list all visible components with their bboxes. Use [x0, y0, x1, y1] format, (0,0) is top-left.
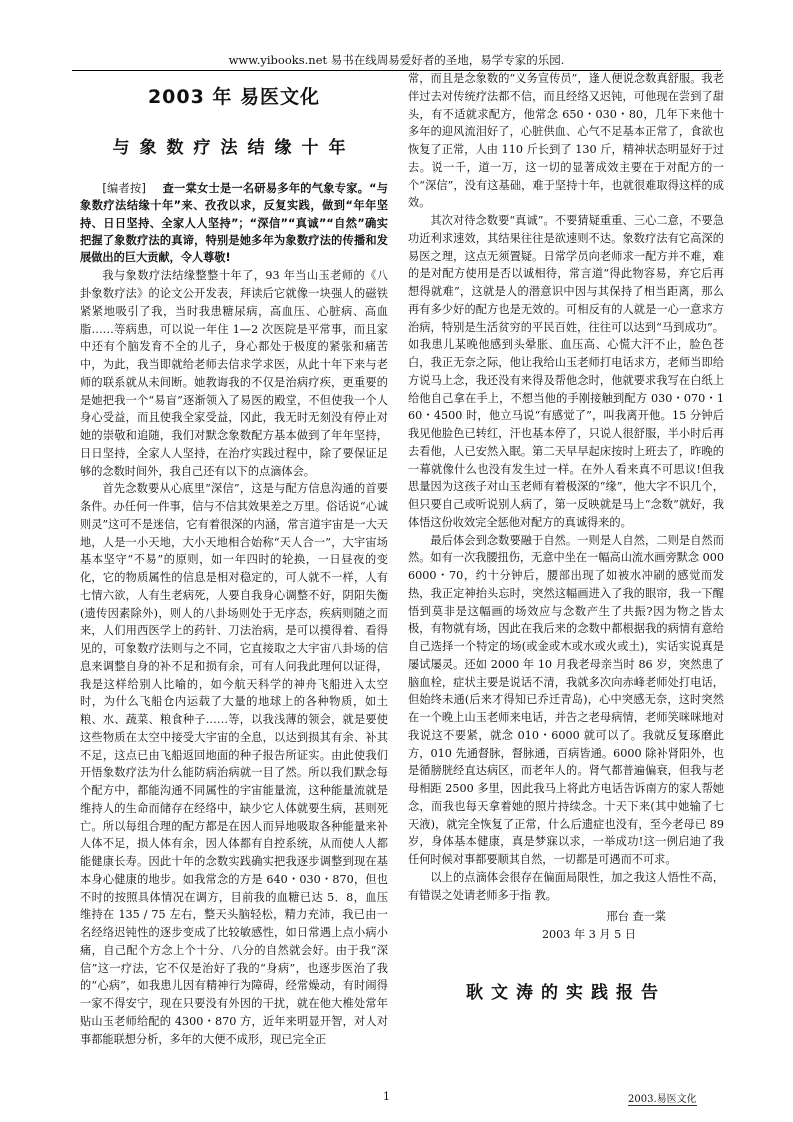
next-article-title: 耿文涛的实践报告: [466, 983, 666, 1004]
right-paragraph: 其次对待念数要“真诚”。不要猜疑重重、三心二意，不要急功近利求速效，其结果往往是欲速则不达。象数疗法有它高深的易医之理，这点无须置疑。日常学员向老师求一配方并不难，难的是对配方使用是否以诚相待，常言道“得此物容易，弃它后再想得就难”，这就是人的潜意识中因与其保持了相当距离，那么再有多少好的配方也是无效的。可相反有的人就是一心一意求方治病，特别是生活贫穷的平民百姓，往往可以达到“马到成功”。如我患儿某晚他感到头晕胀、血压高、心慌大汗不止，脸色苍白，我正无奈之际，他让我给山玉老师打电话求方，老师当即给方说马上念，我还没有来得及帮他念时，他就要求我写在白纸上给他自己拿在手上，不想当他的手刚接触到配方 030・070・160・4500 时，他立马说“有感觉了”，叫我离开他。15 分钟后我见他脸色已转红，汗也基本停了，只说人很舒服，半小时后再去看他，人已安然入眠。第二天早早起床按时上班去了，昨晚的一幕就像什么也没有发生过一样。在外人看来真不可思议!但我思量因为这孩子对山玉老师有着极深的“缘”，他大字不识几个，但只要自己或听说别人病了，第一反映就是马上“念数”就好，我体悟这份收效完全惩他对配方的真诚得来的。: [408, 214, 724, 529]
left-paragraph: 我与象数疗法结缘整整十年了，93 年当山玉老师的《八卦象数疗法》的论文公开发表，拜读后它就像一块强人的磁铁紧紧地吸引了我，当时我患糖尿病，高血压、心脏病、高血脂……等病患，可以说一年住 1—2 次医院是平常事，而且家中还有个脑发育不全的儿子，身心都处于极度的紧张和痛苦中，为此，我当即就给老师去信求学求医，从此十年下来与老师的联系就从未间断。她教诲我的不仅是治病疗疾，更重要的是她把我一个“易盲”逐渐领入了易医的殿堂，不但使我一个人身心受益，而且使我全家受益，冈此，我无时无刻没有停止对她的崇敬和追随，我们对默念象数配方基本做到了年年坚持，日日坚持，全家人人坚持，在治疗实践过程中，除了要保证足够的念数时间外，我自己还有以下的点滴体会。: [80, 269, 388, 478]
editor-note-text: 查一棠女士是一名研易多年的气象专家。“与象数疗法结缘十年”来、孜孜以求，反复实践，做到“年年坚持、日日坚持、全家人人坚持”；“深信”“真诚”“自然”确实把握了象数疗法的真谛，特别是她多年为象数疗法的传播和发展做出的巨大贡献，令人尊敬!: [80, 182, 388, 265]
right-paragraph: 常，而且是念象数的“义务宣传员”，逢人便说念数真舒服。我老伴过去对传统疗法都不信，而且经络又迟钝，可他现在尝到了甜头，有不适就求配方，他常念 650・030・80，几年下来他十多年的迎风流泪好了，心脏供血、心气不足基本正常了，食欲也恢复了正常，人由 110 斤长到了 130 斤，精神状态明显好于过去。说一千，道一万，这一切的显著成效主要在于对配方的一个“深信”，没有这基础，难于坚持十年，也就很难取得这样的成效。: [408, 72, 724, 210]
left-paragraph: 首先念数要从心底里“深信”，这是与配方信息沟通的首要条件。办任何一件事，信与不信其效果差之万里。俗话说“心诚则灵”这可不是迷信，它有着很深的内涵，常言道宇宙是一大天地，人是一小天地，大小天地相合始称“天人合一”，大宇宙场基本坚守“不易”的原则，如一年四时的轮换，一日昼夜的变化，它的物质属性的信息是相对稳定的，可人就不一样，人有七情六欲，人有生老病死，人要自我身心调整不好，阴阳失衡(遗传因素除外)，则人的八卦场则处于无序态，疾病则随之而来，人们用西医学上的药针、刀法治病，是可以摸得着、看得见的，可象数疗法则与之不同，它直接取之大宇宙八卦场的信息来调整自身的补不足和损有余，可有人问我此理何以证得，我是这样给别人比喻的，如今航天科学的神舟飞船进入太空时，为什么飞船仓内运载了大量的地球上的各种物质，如土粮、水、蔬菜、粮食种子……等，以我浅薄的领会，就是要使这些物质在太空中接受大宇宙的全息，以达到损其有余、补其不足，这点已由飞船返回地面的种子报告所证实。由此使我们开悟象数疗法为什么能防病治病就一目了然。所以我们默念每个配方中，都能沟通不同属性的宇宙能量流，这种能量流就是维持人的生命而储存在经络中，缺少它人体就要生病，甚则死亡。所以每组合理的配方都是在因人而异地吸取各种能量来补人体不足，损人体有余，因人体都有自控系统，从而使人人都能健康长寿。因此十年的念数实践确实把我逐步调整到现在基本身心健康的地步。如我常念的方是 640・030・870，但也不时的按照具体情况在调方，目前我的血糖已达 5．8，血压维持在 135 / 75 左右，整天头脑轻松，精力充沛，我已由一名经络迟钝性的逐步变成了比较敏感性，如日常遇上点小病小痛，自己配个方念上个十分、八分的自然就会好。由于我“深信”这一疗法，它不仅是治好了我的“身病”，也逐步医治了我的“心病”，如我患儿因有精神行为障碍，经常燥动，有时闹得一家不得安宁，现在只要没有外因的干扰，就在他大椎处常年贴山玉老师给配的 4300・870 方，近年来明显开智，对人对事都能联想分析，多年的大便不成形，现已完全正: [80, 482, 388, 1046]
right-column: [408, 70, 724, 1003]
left-column: [80, 76, 388, 1048]
page-number: 1: [383, 1090, 390, 1103]
footer-label: 2003.易医文化: [628, 1090, 697, 1106]
right-paragraph: 最后体会到念数要融于自然。一则是人自然，二则是自然而然。如有一次我腰扭伤，无意中坐在一幅高山流水画旁默念 0006000・70，约十分钟后，腰部出现了如被水冲刷的感觉而发热，我正定神抬头忘时，突然这幅画进入了我的眼帘，我一下醒悟到莫非是这幅画的场效应与念数产生了共振?因为物之皆太极，有物就有场，因此在我后来的念数中都根据我的病情有意给自己选择一个特定的场(或金或木或水或火或土)，实话实说真是屡试屡灵。还如 2000 年 10 月我老母亲当时 86 岁，突然患了脑血栓，症状主要是说话不清，我就多次向赤峰老师处打电话，但始终未通(后来才得知已乔迁青岛)，心中突感无奈，这时突然在一个晚上山玉老师来电话，并告之老母病情，老师笑咪咪地对我说这不要紧，就念 010・6000 就可以了。我就反复琢磨此方，010 先通督脉，督脉通，百病皆通。6000 除补肾阳外，也是循膀胱经直达病区，而老年人的。肾气都普遍偏衰，但我与老母相距 2500 多里，因此我马上将此方电话告诉南方的家人帮她念，而我也每天拿着她的照片持续念。十天下来(其中她输了七天液)，就完全恢复了正常，什么后遗症也没有，至今老母已 89 岁，身体基本健康，真是梦寐以求，一举成功!这一例启迪了我任何时候对事都要顺其自然，一切都是可遇而不可求。: [408, 533, 724, 866]
signature: [408, 908, 724, 944]
article-subtitle: 与象数疗法结缘十年: [112, 138, 356, 158]
signature-date: 2003 年 3 月 5 日: [541, 928, 636, 942]
editor-note: [80, 180, 388, 266]
editor-note-tag: [编者按]: [102, 182, 146, 195]
page-header: www.yibooks.net 易书在线周易爱好者的圣地，易学专家的乐园.: [72, 52, 721, 71]
article-title: 2003 年 易医文化: [147, 86, 321, 108]
right-paragraph: 以上的点滴体会很存在偏面局限性，加之我这人悟性不高，有错误之处请老师多于指 教。: [408, 870, 724, 902]
signature-name: 邢台 查一棠: [606, 910, 666, 924]
